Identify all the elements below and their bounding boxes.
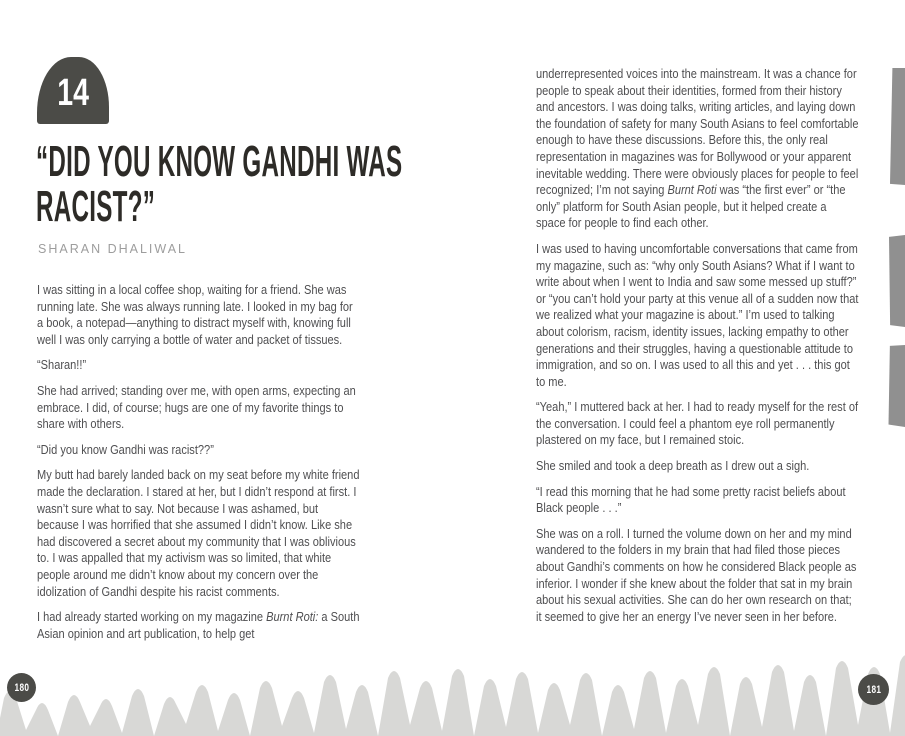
- text-segment: “Sharan!!”: [37, 357, 87, 373]
- text-segment: “I read this morning that he had some pretty racist beliefs about Black people . . .”: [536, 483, 846, 516]
- paragraph: [536, 526, 859, 626]
- margin-tab-3: [888, 345, 905, 427]
- page-number-badge-right: [858, 674, 889, 705]
- text-segment: “Did you know Gandhi was racist??”: [37, 441, 214, 457]
- text-segment: My butt had barely landed back on my seat before my white friend made the declaration. I stared at her, but I didn’t respond at first. I wasn’t sure what to say. Not because I was ashamed, but because I was horrified that she assumed I didn’t know. Like she had discovered a secret about my community that I was oblivious to. I was appalled that my activism was so limited, that white people around me didn’t know about my concern over the idolization of Gandhi despite his racist comments.: [37, 467, 360, 599]
- text-segment: I had already started working on my magazine: [37, 609, 267, 625]
- right-page-body-text: [536, 66, 859, 634]
- text-segment: “Yeah,” I muttered back at her. I had to ready myself for the rest of the conversation. I could feel a phantom eye roll permanently plastered on my face, but I remained stoic.: [536, 399, 859, 448]
- text-segment: She was on a roll. I turned the volume down on her and my mind wandered to the folders in my brain that had filed those pieces about Gandhi’s comments on how he considered Black people as inferior. I wonder if she knew about the folder that sat in my brain about his sexual activities. She can do her own research on that; it seemed to give her an energy I’ve never seen in her before.: [536, 525, 857, 624]
- left-page-body-text: [37, 282, 360, 651]
- paragraph: [536, 458, 859, 475]
- text-segment: was “the first ever” or “the only” platform for South Asian people, but it helped create a space for people to find each other.: [536, 182, 846, 231]
- margin-tab-1: [890, 68, 905, 185]
- zigzag-pattern: [0, 640, 905, 736]
- paragraph: [536, 484, 859, 517]
- paragraph: [37, 609, 360, 642]
- italic-text-segment: Burnt Roti:: [266, 609, 319, 625]
- paragraph: [37, 383, 360, 433]
- paragraph: [536, 66, 859, 232]
- chapter-title: “DID YOU KNOW GANDHI WAS RACIST?”: [36, 137, 403, 231]
- chapter-badge: [37, 57, 109, 124]
- paragraph: [536, 399, 859, 449]
- text-segment: a South Asian opinion and art publication, to help get: [37, 609, 360, 641]
- paragraph: [37, 282, 360, 348]
- chapter-number: 14: [57, 71, 89, 114]
- italic-text-segment: Burnt Roti: [667, 182, 717, 198]
- paragraph: [536, 241, 859, 390]
- page-number-right: 181: [866, 683, 881, 696]
- text-segment: She had arrived; standing over me, with open arms, expecting an embrace. I did, of course; hugs are one of my favorite things to share with others.: [37, 382, 356, 432]
- page-number-badge-left: [7, 673, 36, 702]
- paragraph: [37, 442, 360, 459]
- paragraph: [37, 357, 360, 374]
- page-number-left: 180: [14, 681, 29, 694]
- margin-tab-2: [889, 235, 905, 327]
- text-segment: She smiled and took a deep breath as I drew out a sigh.: [536, 458, 810, 474]
- text-segment: I was sitting in a local coffee shop, waiting for a friend. She was running late. She was always running late. I looked in my bag for a book, a notepad—anything to distract myself with, knowing full well I was only carrying a bottle of water and packet of tissues.: [37, 282, 353, 347]
- text-segment: I was used to having uncomfortable conversations that came from my magazine, such as: “why only South Asians? What if I want to write about when I went to India and saw some messed up stuff?” or “you can’t hold your party at this venue all of a sudden now that we realized what your magazine is about.” I’m used to talking about colorism, racism, identity issues, lacking empathy to other generations and their struggles, having a questionable attitude to immigration, and so on. I was used to all this and yet . . . this got to me.: [536, 240, 859, 389]
- paragraph: [37, 467, 360, 600]
- author-name: SHARAN DHALIWAL: [38, 242, 188, 256]
- text-segment: underrepresented voices into the mainstream. It was a chance for people to speak about their identities, formed from their history and ancestors. I was doing talks, writing articles, and laying down the foundation of safety for many South Asians to feel comfortable enough to have these discussions. Before this, the only real representation in magazines was for Bollywood or your apparent inevitable wedding. There were obviously places for people to feel recognized; I’m not saying: [536, 66, 859, 198]
